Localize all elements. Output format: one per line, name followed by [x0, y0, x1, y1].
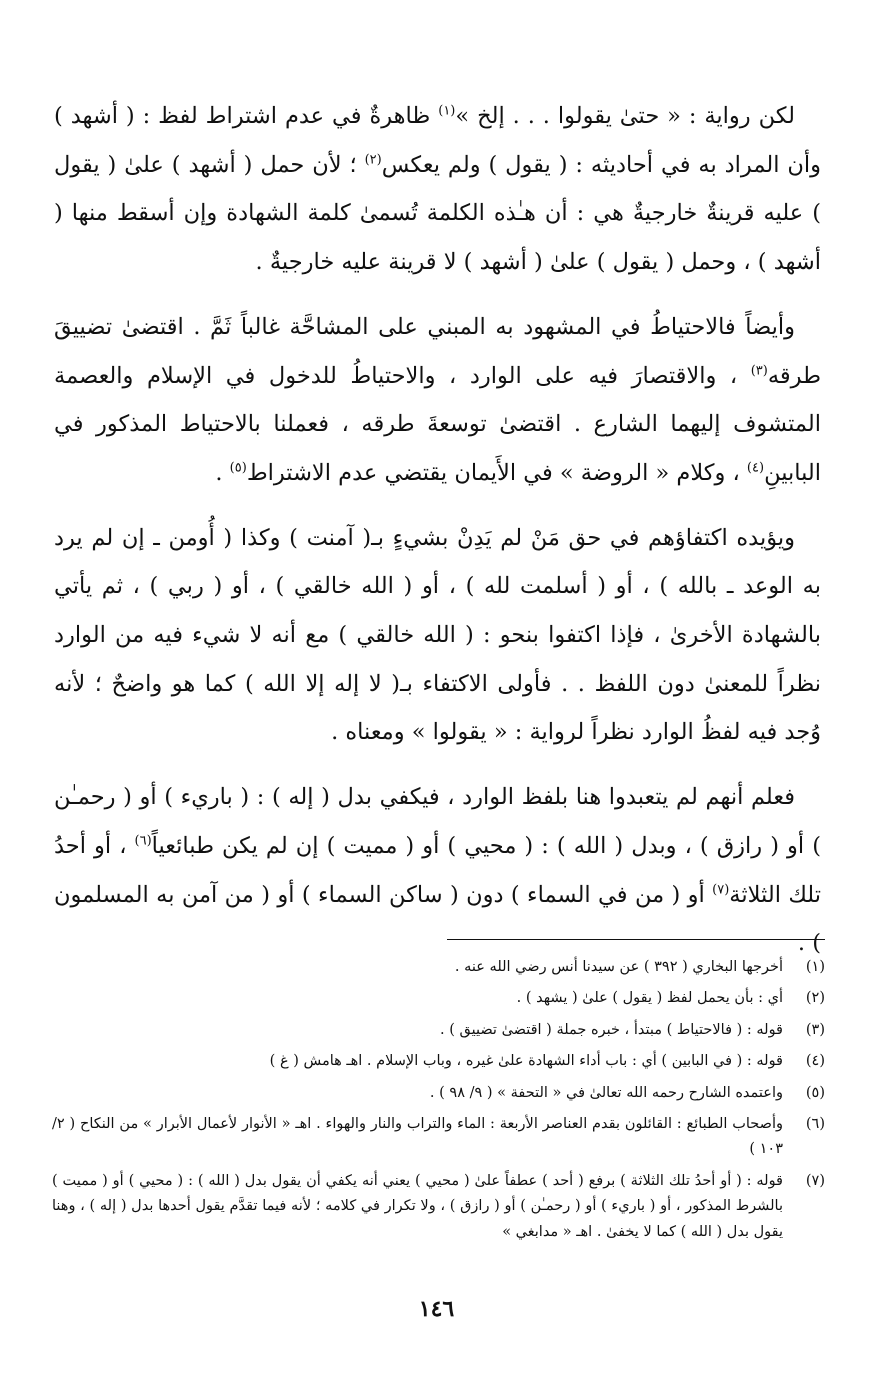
footnotes — [52, 955, 825, 1251]
text-segment: ، أو أحدُ تلك الثلاثة — [54, 832, 821, 908]
text-segment: ، وكلام « الروضة » في الأَيمان يقتضي عدم الاشتراط — [246, 459, 747, 486]
footnote-marker: (١) — [438, 103, 456, 119]
text-segment: ؛ لأن حمل ( أشهد ) علىٰ ( يقول ) عليه قرينةٌ خارجيةٌ هي : أن هـٰذه الكلمة تُسمىٰ كلمة الشهادة وإن أسقط منها ( أشهد ) ، وحمل ( يقول ) علىٰ ( أشهد ) لا قرينة عليه خارجيةٌ . — [54, 151, 821, 276]
text-segment: وأيضاً فالاحتياطُ في المشهود به المبني على المشاحَّة غالباً ثَمَّ . اقتضىٰ تضييقَ طرقه — [54, 313, 821, 389]
footnote-marker: (٥) — [229, 460, 247, 476]
footnote-number: (٢) — [805, 990, 825, 1007]
paragraph — [54, 303, 821, 498]
text-segment: ، والاقتصارَ فيه على الوارد ، والاحتياطُ للدخول في الإسلام والعصمة المتشوف إليهما الشارع . اقتضىٰ توسعةَ طرقه ، فعملنا بالاحتياط المذكور في البابينِ — [54, 362, 821, 486]
text-segment: . — [215, 459, 230, 486]
footnote-marker: (٢) — [364, 152, 382, 168]
main-text — [54, 92, 821, 968]
footnote-number: (٥) — [805, 1084, 825, 1101]
text-segment: أو ( من في السماء ) دون ( ساكن السماء ) أو ( من آمن به المسلمون ) . — [54, 881, 821, 957]
text-segment: ويؤيده اكتفاؤهم في حق مَنْ لم يَدِنْ بشيءٍ بـ( آمنت ) وكذا ( أُومن ـ إن لم يرد به الوعد ـ بالله ) ، أو ( أسلمت لله ) ، أو ( الله خالقي ) ، أو ( ربي ) ، ثم يأتي بالشهادة الأخرىٰ ، فإذا اكتفوا بنحو : ( الله خالقي ) مع أنه لا شيء فيه من الوارد نظراً للمعنىٰ دون اللفظ . . فأولى الاكتفاء بـ( لا إله إلا الله ) كما هو واضحٌ ؛ لأنه وُجد فيه لفظُ الوارد نظراً لرواية : « يقولوا » ومعناه . — [54, 524, 821, 746]
footnote-item — [52, 1081, 825, 1106]
footnote-marker: (٣) — [750, 363, 768, 379]
text-segment: فعلم أنهم لم يتعبدوا هنا بلفظ الوارد ، فيكفي بدل ( إله ) : ( باريء ) أو ( رحمـٰن ) أو ( رازق ) ، وبدل ( الله ) : ( محيي ) أو ( مميت ) إن لم يكن طبائعياً — [54, 784, 821, 859]
footnote-item — [52, 1112, 825, 1163]
footnote-item — [52, 1018, 825, 1043]
paragraph — [54, 92, 821, 287]
text-segment: ظاهرةٌ في عدم اشتراط لفظ : ( أشهد ) وأن المراد به في أحاديثه : ( يقول ) ولم يعكس — [54, 103, 822, 178]
footnote-text: وأصحاب الطبائع : القائلون بقدم العناصر الأربعة : الماء والتراب والنار والهواء . اهـ « الأنوار لأعمال الأبرار » من النكاح ( ٢/ ١٠٣ ) — [52, 1116, 783, 1158]
footnote-text: قوله : ( أو أحدُ تلك الثلاثة ) برفع ( أحد ) عطفاً علىٰ ( محيي ) يعني أنه يكفي أن يقول بدل ( الله ) : ( محيي ) أو ( مميت ) بالشرط المذكور ، أو ( باريء ) أو ( رحمـٰن ) أو ( رازق ) ، ولا تكرار في كلامه ؛ لأنه فيما تقدَّم يقول أحدها بدل ( إله ) ، وهنا يقول بدل ( الله ) كما لا يخفىٰ . اهـ « مدابغي » — [52, 1172, 783, 1240]
footnote-item — [52, 955, 825, 980]
footnote-text: قوله : ( في البابين ) أي : باب أداء الشهادة علىٰ غيره ، وباب الإسلام . اهـ هامش ( غ ) — [269, 1053, 783, 1070]
footnote-number: (٧) — [805, 1172, 825, 1189]
footnote-marker: (٦) — [134, 833, 152, 849]
footnote-number: (١) — [805, 959, 825, 975]
footnote-text: واعتمده الشارح رحمه الله تعالىٰ في « التحفة » ( ٩/ ٩٨ ) . — [429, 1084, 783, 1101]
footnote-number: (٣) — [805, 1021, 825, 1038]
footnote-text: أخرجها البخاري ( ٣٩٢ ) عن سيدنا أنس رضي الله عنه . — [454, 959, 783, 975]
footnote-item — [52, 986, 825, 1011]
footnote-item — [52, 1049, 825, 1074]
footnote-item — [52, 1169, 825, 1245]
footnote-marker: (٧) — [712, 882, 730, 898]
page-number: ١٤٦ — [418, 1296, 455, 1322]
footnote-text: أي : بأن يحمل لفظ ( يقول ) علىٰ ( يشهد ) . — [516, 990, 783, 1007]
footnote-separator — [447, 939, 825, 940]
text-segment: لكن رواية : « حتىٰ يقولوا . . . إلخ » — [455, 103, 795, 129]
footnote-text: قوله : ( فالاحتياط ) مبتدأ ، خبره جملة ( اقتضىٰ تضييق ) . — [440, 1021, 783, 1038]
footnote-marker: (٤) — [746, 460, 765, 476]
footnote-number: (٤) — [805, 1053, 825, 1070]
paragraph — [54, 514, 821, 758]
footnote-number: (٦) — [805, 1116, 825, 1133]
